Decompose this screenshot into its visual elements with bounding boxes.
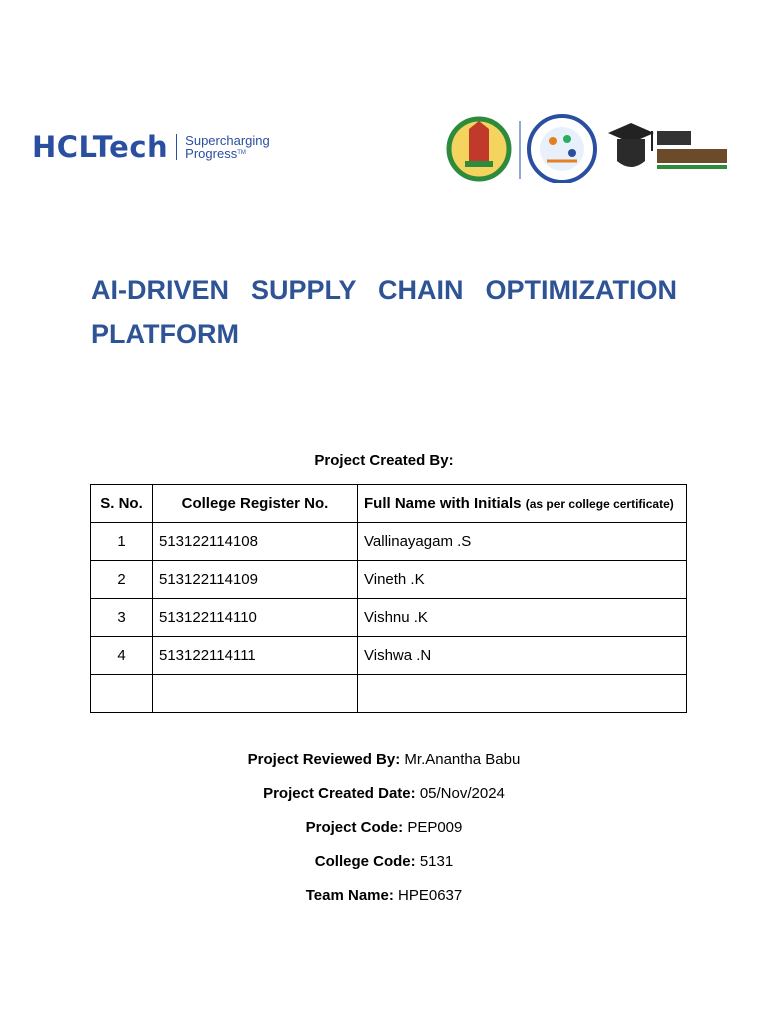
hcltech-logo	[32, 130, 270, 164]
team-members-table	[90, 484, 687, 713]
cell-register: 513122114110	[153, 599, 358, 637]
cell-sno: 1	[91, 523, 153, 561]
cell-name	[358, 675, 687, 713]
cell-name: Vishnu .K	[358, 599, 687, 637]
header-name: Full Name with Initials (as per college certificate)	[358, 485, 687, 523]
created-by-label: Project Created By:	[314, 452, 454, 469]
brand-name: HCLTech	[32, 130, 169, 164]
cell-sno	[91, 675, 153, 713]
reviewed-by-line: Project Reviewed By: Mr.Anantha Babu	[247, 751, 521, 768]
cell-sno: 4	[91, 637, 153, 675]
table-row	[91, 523, 687, 561]
skill-development-emblem-icon	[529, 116, 595, 182]
table-row	[91, 637, 687, 675]
cell-sno: 3	[91, 599, 153, 637]
header-register: College Register No.	[153, 485, 358, 523]
created-date-line: Project Created Date: 05/Nov/2024	[263, 785, 505, 802]
tamil-nadu-emblem-icon	[449, 119, 509, 179]
college-code-line: College Code: 5131	[314, 853, 454, 870]
table-row	[91, 561, 687, 599]
government-logos	[443, 113, 728, 183]
cell-register: 513122114109	[153, 561, 358, 599]
cell-name: Vishwa .N	[358, 637, 687, 675]
team-name-line: Team Name: HPE0637	[305, 887, 463, 904]
project-code-line: Project Code: PEP009	[305, 819, 463, 836]
cell-name: Vineth .K	[358, 561, 687, 599]
cell-sno: 2	[91, 561, 153, 599]
project-details	[0, 746, 768, 916]
naan-mudhalvan-logo-icon	[608, 123, 727, 169]
cell-name: Vallinayagam .S	[358, 523, 687, 561]
project-title: AI-DRIVEN SUPPLY CHAIN OPTIMIZATION PLATFORM	[91, 275, 677, 349]
table-header-row	[91, 485, 687, 523]
cell-register: 513122114108	[153, 523, 358, 561]
table-row	[91, 675, 687, 713]
table-row	[91, 599, 687, 637]
header-sno: S. No.	[91, 485, 153, 523]
brand-tagline: Supercharging Progress™	[185, 133, 270, 161]
cell-register	[153, 675, 358, 713]
cell-register: 513122114111	[153, 637, 358, 675]
logo-separator	[176, 134, 177, 160]
